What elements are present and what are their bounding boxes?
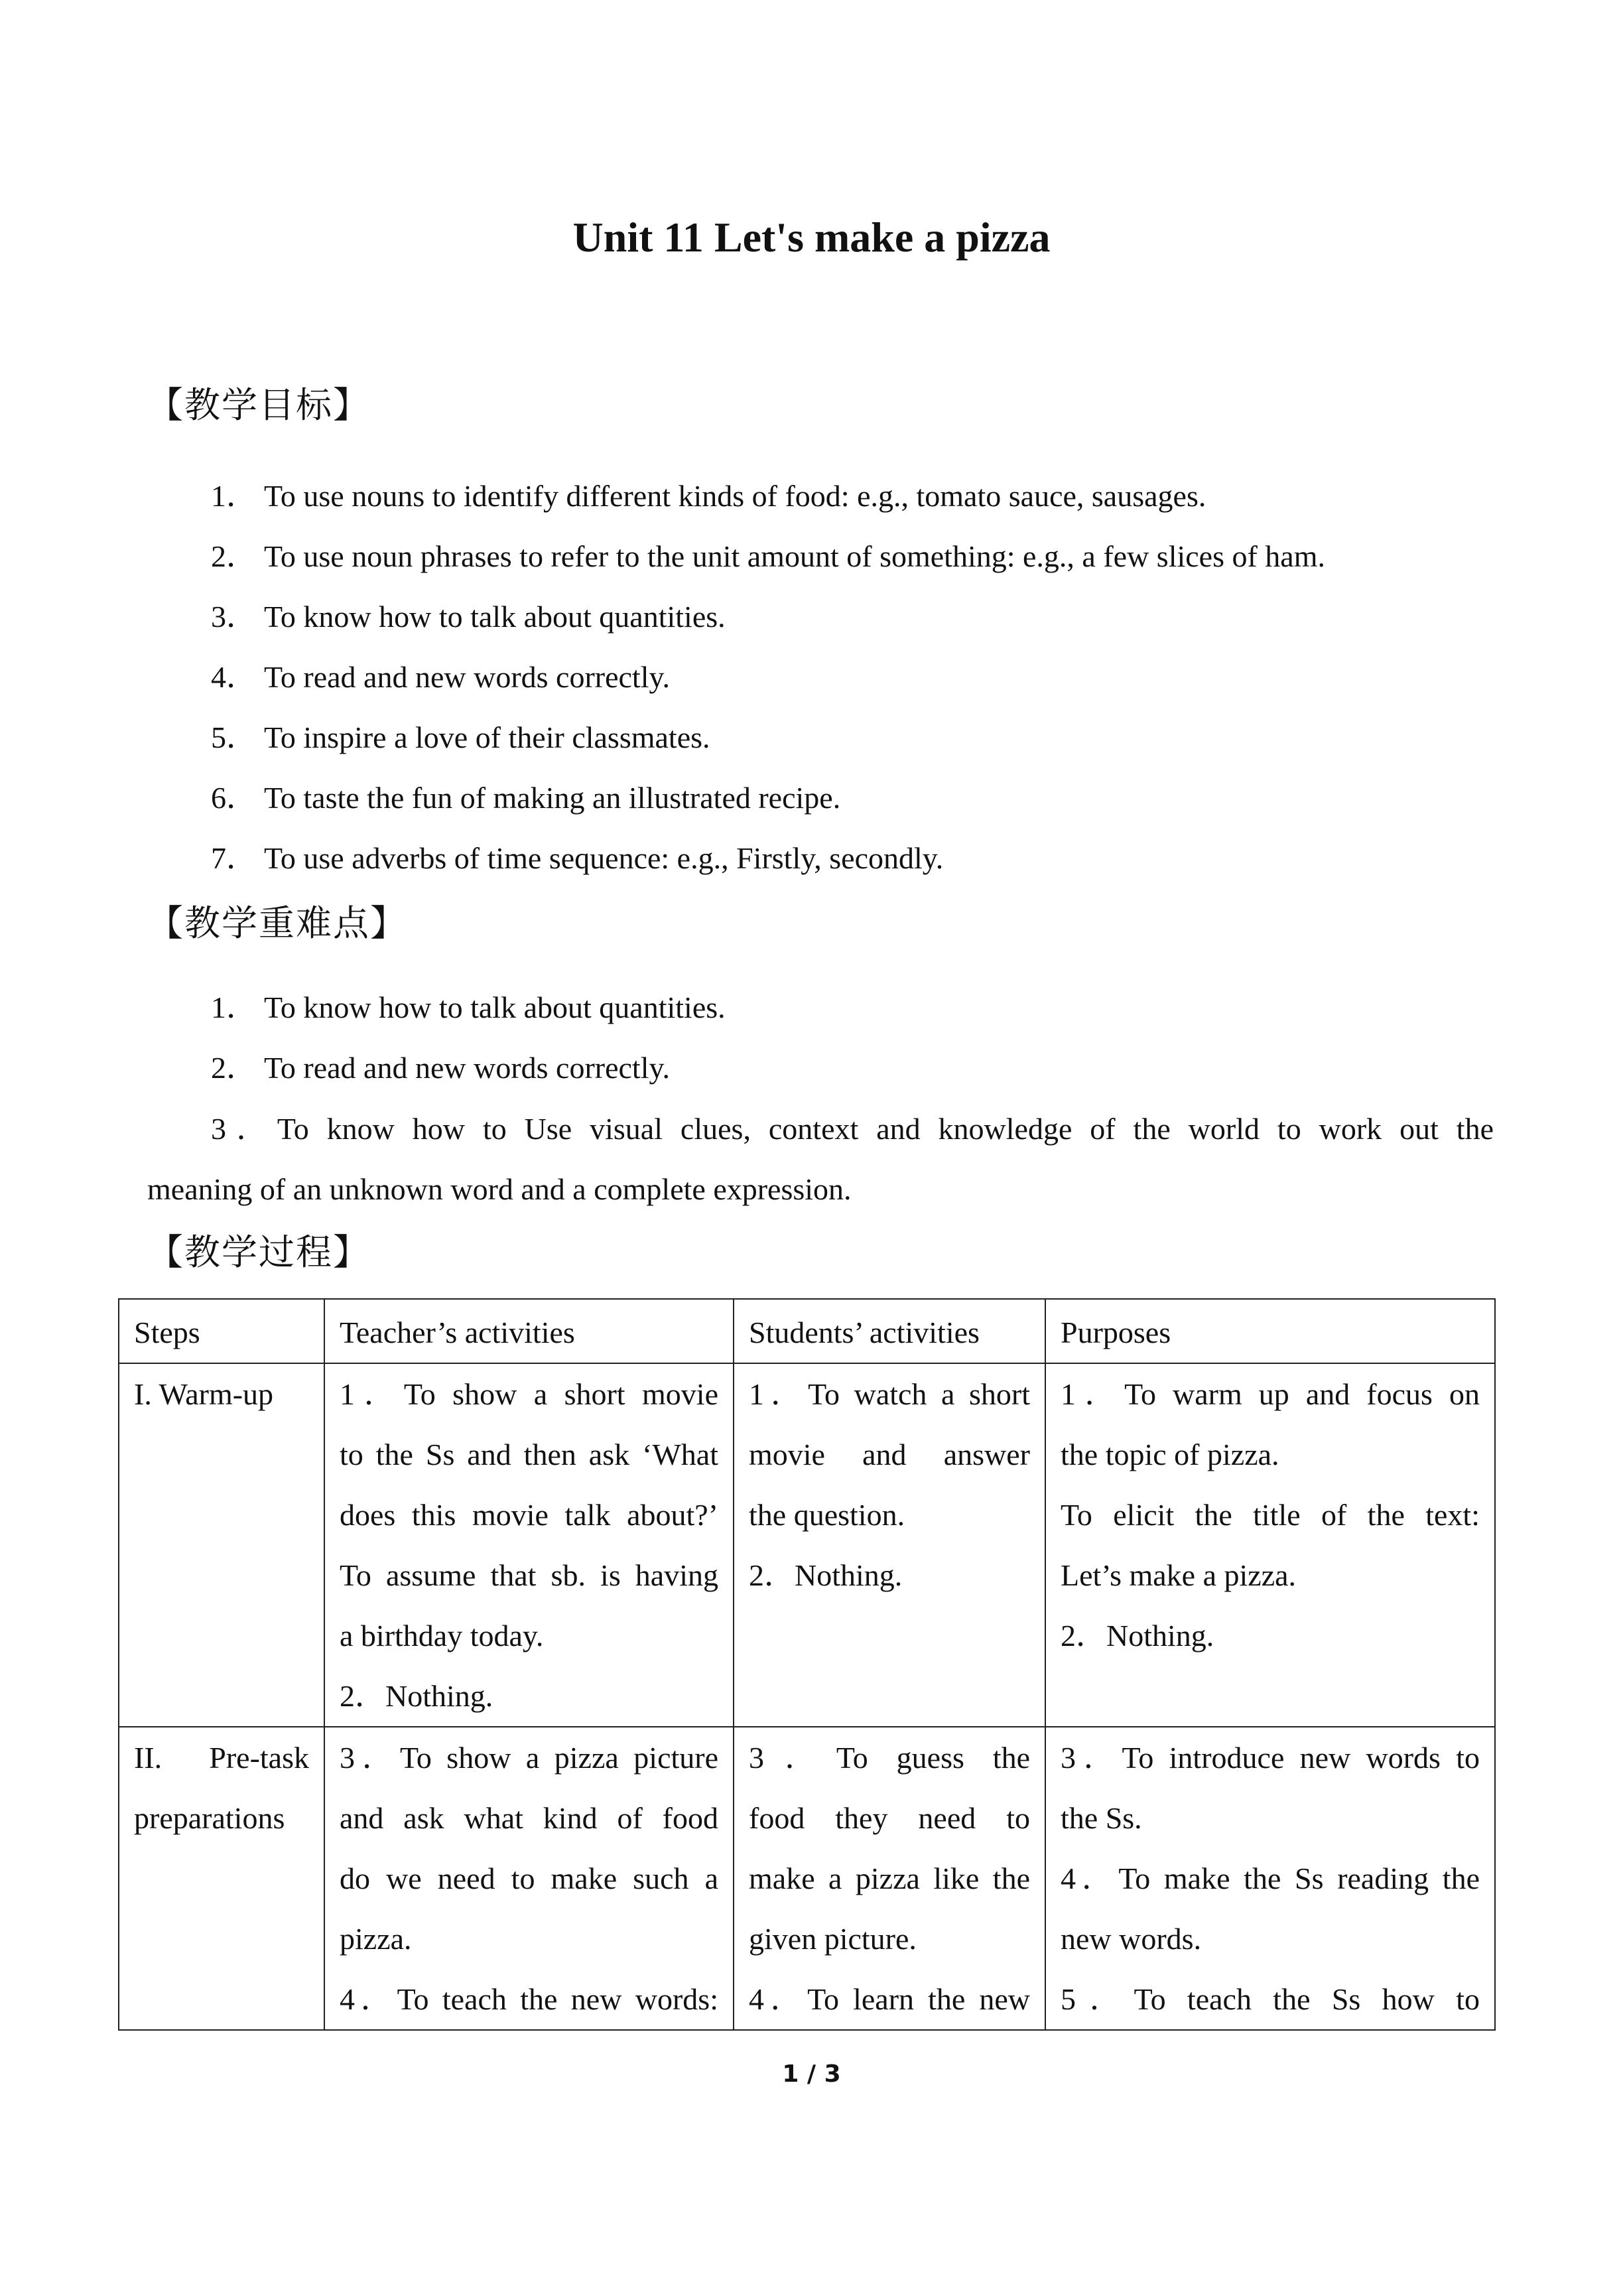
table-header-row <box>119 1299 1495 1363</box>
objective-item: 3． To know how to talk about quantities. <box>211 600 726 634</box>
cell-teacher: 3．To show a pizza picture and ask what kind of food do we need to make such a pizza. 4．To teach the new words: <box>324 1727 734 2030</box>
cell-steps: I. Warm-up <box>119 1363 324 1727</box>
objective-item: 1． To use nouns to identify different kinds of food: e.g., tomato sauce, sausages. <box>211 479 1206 513</box>
lesson-plan-table <box>118 1298 1496 2031</box>
cell-teacher: 1．To show a short movie to the Ss and then ask ‘What does this movie talk about?’ To assume that sb. is having a birthday today. 2．Nothing. <box>324 1363 734 1727</box>
keypoint-item: 2． To read and new words correctly. <box>211 1051 670 1085</box>
header-students: Students’ activities <box>734 1299 1045 1363</box>
header-purposes: Purposes <box>1045 1299 1495 1363</box>
keypoints-heading: 【教学重难点】 <box>147 902 407 944</box>
document-title: Unit 11 Let's make a pizza <box>572 214 1051 261</box>
keypoint-item-3: 3．To know how to Use visual clues, context and knowledge of the world to work out the meaning of an unknown word and a complete expression. <box>147 1112 1494 1206</box>
objective-item: 7． To use adverbs of time sequence: e.g., Firstly, secondly. <box>211 841 944 875</box>
keypoint-item: 1． To know how to talk about quantities. <box>211 990 726 1024</box>
cell-students: 3．To guess the food they need to make a pizza like the given picture. 4．To learn the new <box>734 1727 1045 2030</box>
header-teacher: Teacher’s activities <box>324 1299 734 1363</box>
objective-item: 2． To use noun phrases to refer to the unit amount of something: e.g., a few slices of ham. <box>211 539 1326 573</box>
cell-students: 1．To watch a short movie and answer the question. 2．Nothing. <box>734 1363 1045 1727</box>
cell-steps: II. Pre-task preparations <box>119 1727 324 2030</box>
table-row <box>119 1727 1495 2030</box>
objective-item: 5． To inspire a love of their classmates. <box>211 720 710 754</box>
cell-purposes: 1．To warm up and focus on the topic of pizza. To elicit the title of the text: Let’s make a pizza. 2．Nothing. <box>1045 1363 1495 1727</box>
process-heading: 【教学过程】 <box>147 1231 370 1273</box>
header-steps: Steps <box>119 1299 324 1363</box>
objectives-heading: 【教学目标】 <box>147 384 370 426</box>
table-row <box>119 1363 1495 1727</box>
page-number: 1 / 3 <box>782 2060 841 2088</box>
cell-purposes: 3．To introduce new words to the Ss. 4．To make the Ss reading the new words. 5．To teach the Ss how to <box>1045 1727 1495 2030</box>
objective-item: 4． To read and new words correctly. <box>211 660 670 694</box>
objective-item: 6． To taste the fun of making an illustrated recipe. <box>211 781 841 815</box>
